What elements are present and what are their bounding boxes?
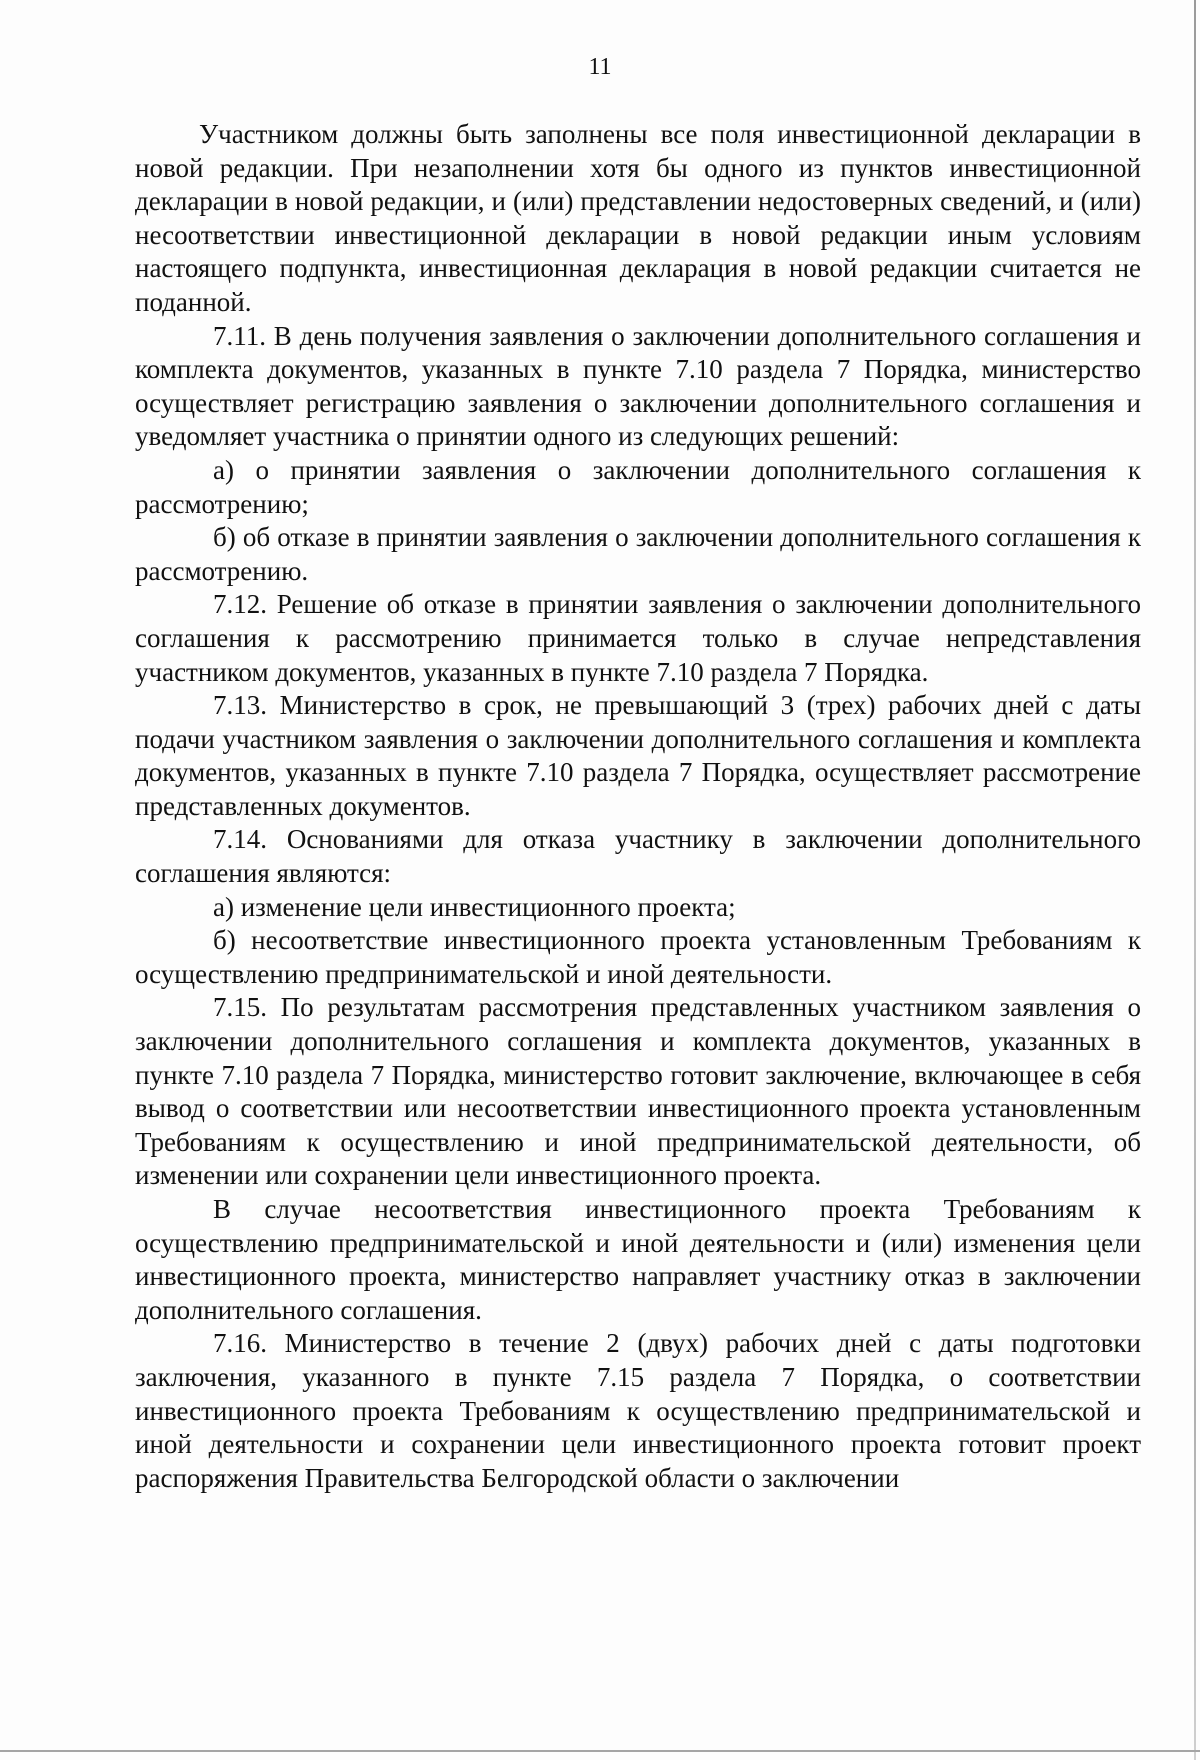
paragraph-7-12: 7.12. Решение об отказе в принятии заявления о заключении дополнительного соглашения к рассмотрению принимается только в случае непредставления участником документов, указанных в пункте 7.10 раздела 7 Порядка.	[135, 589, 1141, 687]
paragraph-declaration-requirements: Участником должны быть заполнены все поля инвестиционной декларации в новой редакции. При незаполнении хотя бы одного из пунктов инвестиционной декларации в новой редакции, и (или) представлении недостоверных сведений, и (или) несоответствии инвестиционной декларации в новой редакции иным условиям настоящего подпункта, инвестиционная декларация в новой редакции считается не поданной.	[135, 119, 1141, 317]
paragraph-7-14: 7.14. Основаниями для отказа участнику в заключении дополнительного соглашения являются:	[135, 824, 1141, 889]
page-number: 11	[588, 54, 612, 80]
paragraph-7-15: 7.15. По результатам рассмотрения представленных участником заявления о заключении дополнительного соглашения и комплекта документов, указанных в пункте 7.10 раздела 7 Порядка, министерство готовит заключение, включающее в себя вывод о соответствии или несоответствии инвестиционного проекта установленным Требованиям к осуществлению и иной предпринимательской деятельности, об изменении или сохранении цели инвестиционного проекта.	[135, 992, 1141, 1191]
document-body	[135, 118, 1141, 1495]
paragraph-7-11: 7.11. В день получения заявления о заключении дополнительного соглашения и комплекта документов, указанных в пункте 7.10 раздела 7 Порядка, министерство осуществляет регистрацию заявления о заключении дополнительного соглашения и уведомляет участника о принятии одного из следующих решений:	[135, 320, 1141, 452]
paragraph-7-11-a: а) о принятии заявления о заключении дополнительного соглашения к рассмотрению;	[135, 454, 1141, 519]
paragraph-7-16: 7.16. Министерство в течение 2 (двух) рабочих дней с даты подготовки заключения, указанного в пункте 7.15 раздела 7 Порядка, о соответствии инвестиционного проекта Требованиям к осуществлению предпринимательской и иной деятельности и сохранении цели инвестиционного проекта готовит проект распоряжения Правительства Белгородской области о заключении	[135, 1328, 1141, 1493]
paragraph-7-13: 7.13. Министерство в срок, не превышающий 3 (трех) рабочих дней с даты подачи участником заявления о заключении дополнительного соглашения и комплекта документов, указанных в пункте 7.10 раздела 7 Порядка, осуществляет рассмотрение представленных документов.	[135, 690, 1141, 821]
paragraph-7-14-a: а) изменение цели инвестиционного проекта;	[213, 891, 736, 922]
paragraph-7-15-refusal: В случае несоответствия инвестиционного проекта Требованиям к осуществлению предпринимательской и иной деятельности и (или) изменения цели инвестиционного проекта, министерство направляет участнику отказ в заключении дополнительного соглашения.	[135, 1194, 1141, 1325]
paragraph-7-14-b: б) несоответствие инвестиционного проекта установленным Требованиям к осуществлению предпринимательской и иной деятельности.	[135, 925, 1141, 989]
scan-bottom-edge	[0, 1750, 1200, 1752]
scan-right-edge	[1194, 0, 1196, 1760]
paragraph-7-11-b: б) об отказе в принятии заявления о заключении дополнительного соглашения к рассмотрению.	[135, 522, 1141, 586]
